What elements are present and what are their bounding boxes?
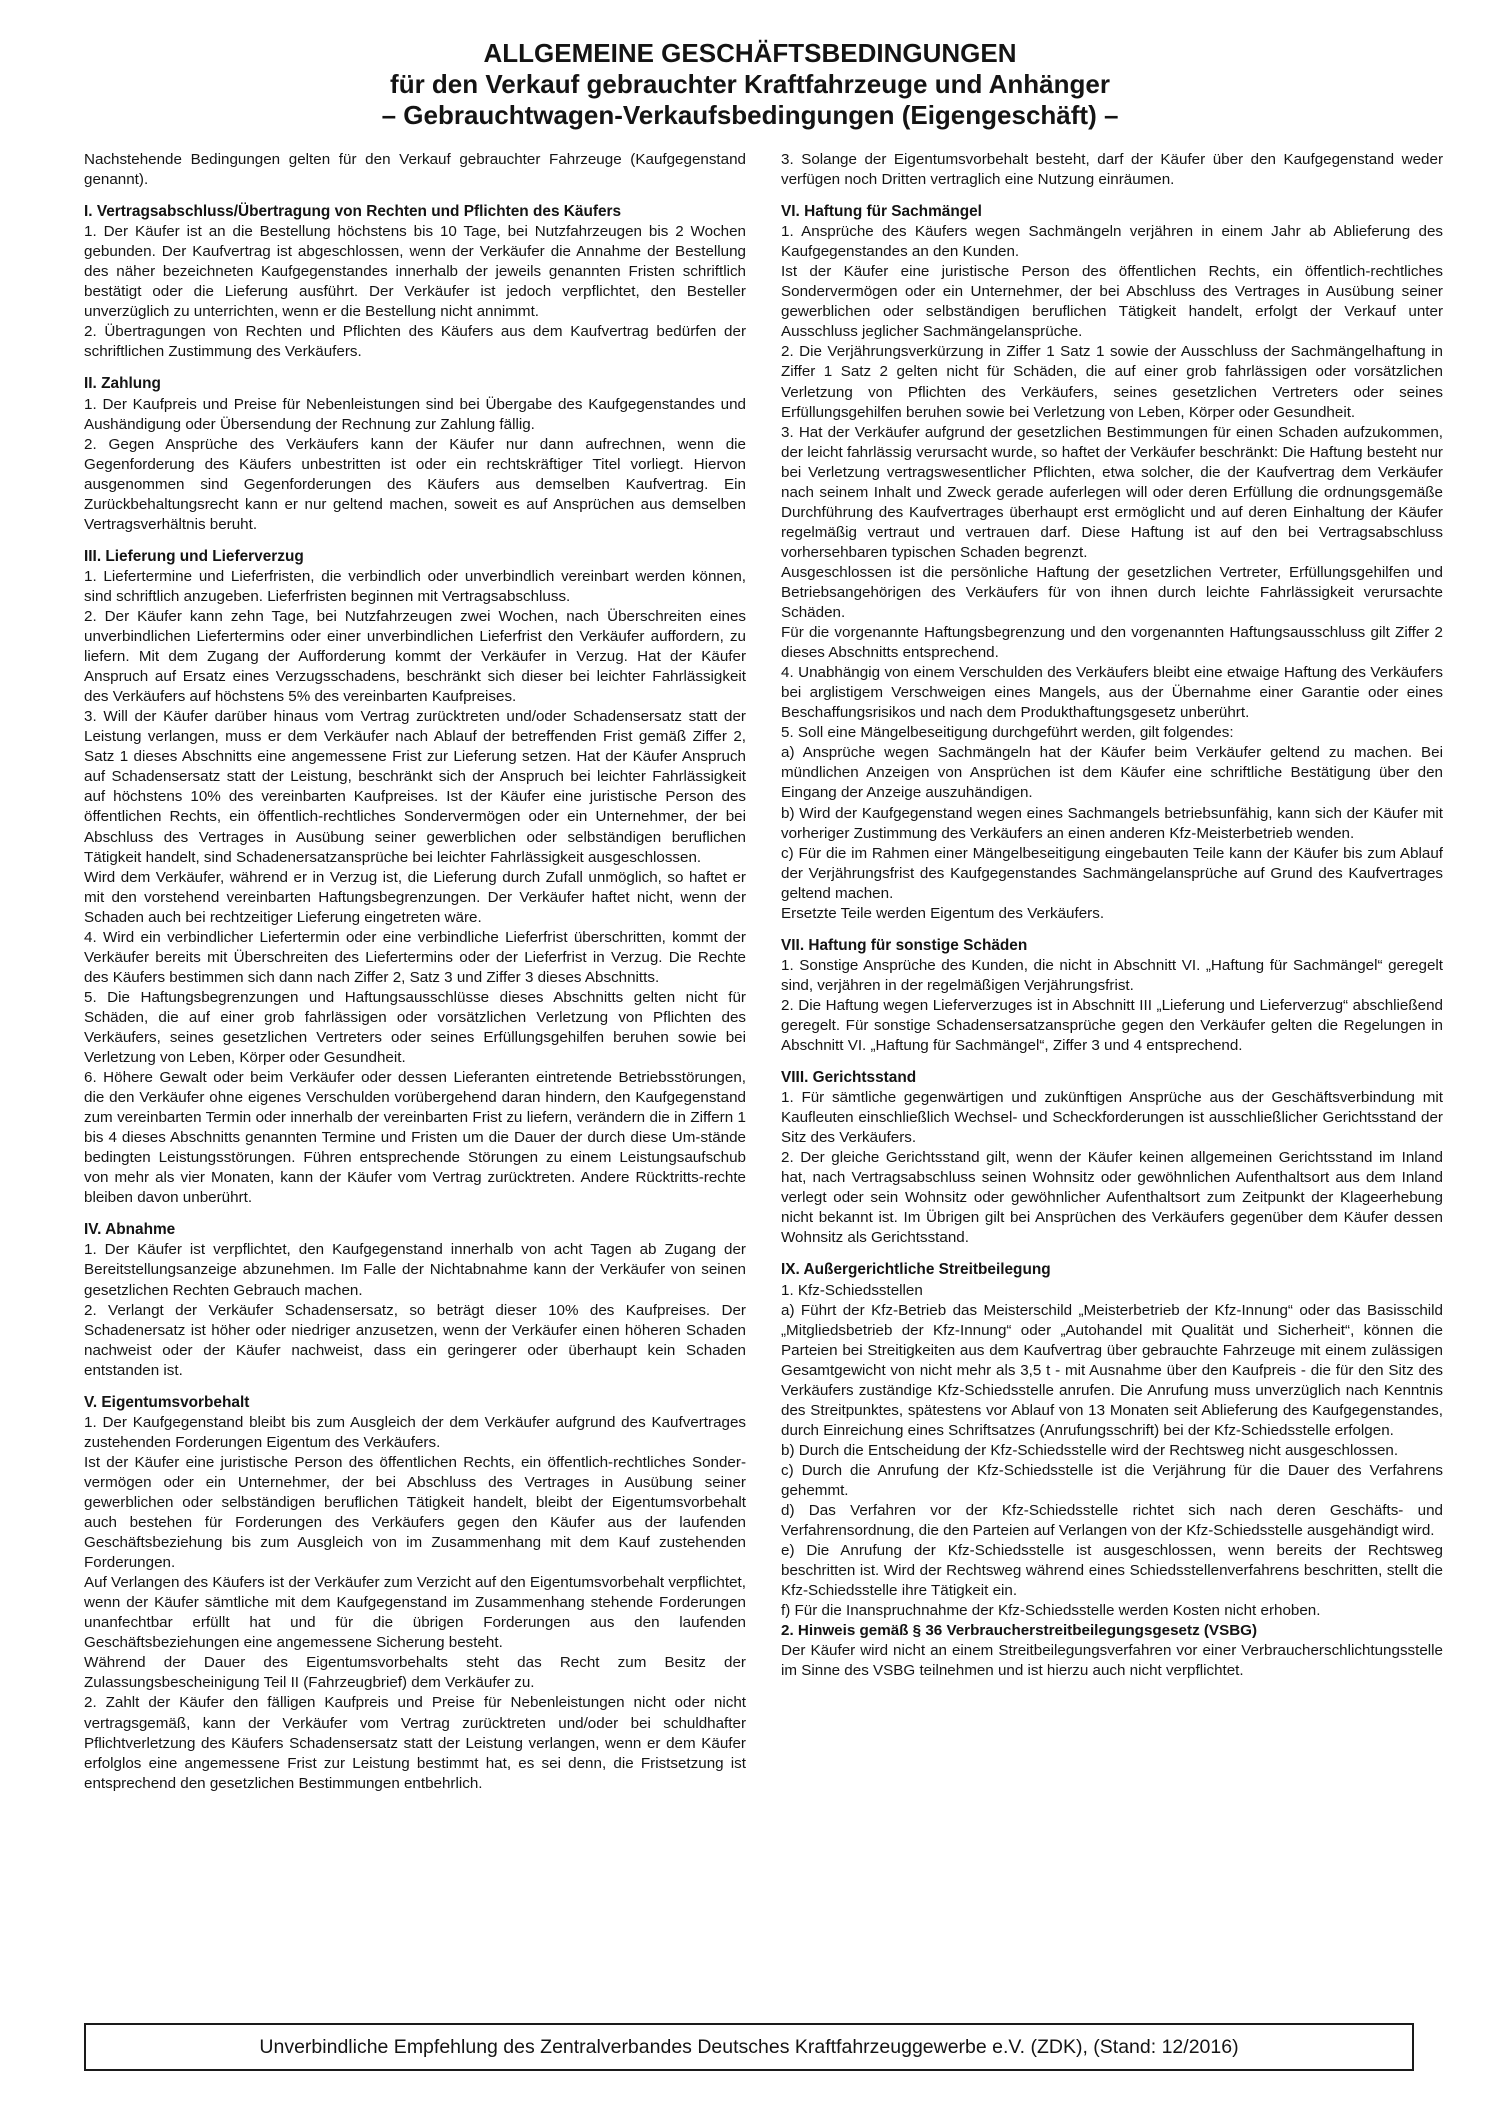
paragraph: Für die vorgenannte Haftungsbegrenzung und den vorgenannten Haftungsausschluss gilt Ziffer 2 dieses Abschnitts entsprechend. — [781, 624, 1443, 662]
section-spacer — [781, 1056, 1443, 1068]
document-title — [0, 38, 1500, 131]
paragraph: 2. Die Haftung wegen Lieferverzuges ist in Abschnitt III „Lieferung und Lieferverzug“ abschließend geregelt. Für sonstige Schadensersatzansprüche gegen den Verkäufer gelten die Regelungen in Abschnitt VI. „Haftung für Sachmängel“, Ziffer 3 und 4 entsprechend. — [781, 996, 1443, 1055]
paragraph: 1. Für sämtliche gegenwärtigen und zukünftigen Ansprüche aus der Geschäftsverbindung mit Kaufleuten einschließlich Wechsel- und Scheckforderungen ist ausschließlicher Gerichtsstand der Sitz des Verkäufers. — [781, 1089, 1443, 1147]
title-line-1: ALLGEMEINE GESCHÄFTSBEDINGUNGEN — [483, 38, 1017, 68]
footer-text: Unverbindliche Empfehlung des Zentralverbandes Deutsches Kraftfahrzeuggewerbe e.V. (ZDK), (Stand: 12/2016) — [259, 2035, 1239, 2058]
paragraph: 1. Der Kaufpreis und Preise für Nebenleistungen sind bei Übergabe des Kaufgegenstandes und Aushändigung oder Übersendung der Rechnung zur Zahlung fällig. — [84, 395, 746, 433]
paragraph: f) Für die Inanspruchnahme der Kfz-Schiedsstelle werden Kosten nicht erhoben. — [781, 1602, 1321, 1620]
paragraph: 2. Der gleiche Gerichtsstand gilt, wenn der Käufer keinen allgemeinen Gerichtsstand im Inland hat, nach Vertragsabschluss seinen Wohnsitz oder gewöhnlichen Aufenthaltsort aus dem Inland verlegt oder sein Wohnsitz oder gewöhnlicher Aufenthaltsort zum Zeitpunkt der Klageerhebung nicht bekannt ist. Im Übrigen gilt bei Ansprüchen des Verkäufers gegenüber dem Käufer dessen Wohnsitz als Gerichtsstand. — [781, 1149, 1443, 1247]
section-spacer — [84, 1381, 746, 1393]
section-heading: I. Vertragsabschluss/Übertragung von Rechten und Pflichten des Käufers — [84, 203, 622, 221]
section-spacer — [84, 1208, 746, 1220]
section-heading: VIII. Gerichtsstand — [781, 1069, 917, 1087]
paragraph: 1. Kfz-Schiedsstellen — [781, 1281, 923, 1299]
paragraph: 1. Der Kaufgegenstand bleibt bis zum Ausgleich der dem Verkäufer aufgrund des Kaufvertrages zustehenden Forderungen Eigentum des Verkäufers. — [84, 1413, 746, 1451]
paragraph: Der Käufer wird nicht an einem Streitbeilegungsverfahren vor einer Verbraucherschlichtungsstelle im Sinne des VSBG teilnehmen und ist hierzu auch nicht verpflichtet. — [781, 1642, 1443, 1680]
paragraph: 4. Wird ein verbindlicher Liefertermin oder eine verbindliche Lieferfrist überschritten, kommt der Verkäufer bereits mit Überschreiten des Liefertermins oder der Lieferfrist in Verzug. Die Rechte des Käufers bestimmen sich dann nach Ziffer 2, Satz 3 und Ziffer 3 dieses Abschnitts. — [84, 928, 746, 986]
section-heading: III. Lieferung und Lieferverzug — [84, 547, 304, 565]
paragraph: 2. Verlangt der Verkäufer Schadensersatz, so beträgt dieser 10% des Kaufpreises. Der Schadenersatz ist höher oder niedriger anzusetzen, wenn der Verkäufer einen höheren Schaden nachweist oder der Käufer nachweist, dass ein geringerer oder überhaupt kein Schaden entstanden ist. — [84, 1301, 746, 1379]
paragraph: Ersetzte Teile werden Eigentum des Verkäufers. — [781, 904, 1105, 922]
paragraph: 1. Der Käufer ist verpflichtet, den Kaufgegenstand innerhalb von acht Tagen ab Zugang der Bereitstellungsanzeige abzunehmen. Im Falle der Nichtabnahme kann der Verkäufer von seinen gesetzlichen Rechten Gebrauch machen. — [84, 1241, 746, 1299]
section-spacer — [84, 190, 746, 202]
paragraph: 3. Hat der Verkäufer aufgrund der gesetzlichen Bestimmungen für einen Schaden aufzukommen, der leicht fahrlässig verursacht wurde, so haftet der Verkäufer beschränkt: Die Haftung besteht nur bei Verletzung vertragswesentlicher Pflichten, etwa solcher, die der Kaufvertrag dem Verkäufer nach seinem Inhalt und Zweck gerade auferlegen will oder deren Erfüllung die ordnungsgemäße Durchführung des Kaufvertrages überhaupt erst ermöglicht und auf deren Einhaltung der Käufer regelmäßig vertraut und vertrauen darf. Diese Haftung ist auf den bei Vertragsabschluss vorhersehbaren typischen Schaden begrenzt. — [781, 423, 1443, 561]
paragraph: 1. Sonstige Ansprüche des Kunden, die nicht in Abschnitt VI. „Haftung für Sachmängel“ geregelt sind, verjähren in der regelmäßigen Verjährungsfrist. — [781, 956, 1443, 994]
section-spacer — [84, 535, 746, 547]
paragraph: 2. Hinweis gemäß § 36 Verbraucherstreitbeilegungsgesetz (VSBG) — [781, 1622, 1258, 1640]
title-line-3: – Gebrauchtwagen-Verkaufsbedingungen (Eigengeschäft) – — [381, 100, 1119, 130]
section-spacer — [781, 924, 1443, 936]
section-spacer — [781, 1248, 1443, 1260]
paragraph: 4. Unabhängig von einem Verschulden des Verkäufers bleibt eine etwaige Haftung des Verkäufers bei arglistigem Verschweigen eines Mangels, aus der Übernahme einer Garantie oder eines Beschaffungsrisikos und nach dem Produkthaftungsgesetz unberührt. — [781, 664, 1443, 722]
section-heading: VI. Haftung für Sachmängel — [781, 203, 982, 221]
paragraph: Ist der Käufer eine juristische Person des öffentlichen Rechts, ein öffentlich-rechtliches Sonder-vermögen oder ein Unternehmer, der bei Abschluss des Vertrages in Ausübung seiner gewerblichen oder selbständigen beruflichen Tätigkeit handelt, bleibt der Eigentumsvorbehalt auch bestehen für Forderungen des Verkäufers gegen den Käufer aus der laufenden Geschäftsbeziehung bis zum Ausgleich von im Zusammenhang mit dem Kauf zustehenden Forderungen. — [84, 1453, 746, 1572]
section-spacer — [781, 190, 1443, 202]
paragraph: 2. Zahlt der Käufer den fälligen Kaufpreis und Preise für Nebenleistungen nicht oder nicht vertragsgemäß, kann der Verkäufer vom Vertrag zurücktreten und/oder bei schuldhafter Pflichtverletzung des Käufers Schadensersatz statt der Leistung verlangen, wenn er dem Käufer erfolglos eine angemessene Frist zur Leistung bestimmt hat, es sei denn, die Fristsetzung ist entsprechend den gesetzlichen Bestimmungen entbehrlich. — [84, 1694, 746, 1792]
paragraph: Während der Dauer des Eigentumsvorbehalts steht das Recht zum Besitz der Zulassungsbescheinigung Teil II (Fahrzeugbrief) dem Verkäufer zu. — [84, 1654, 746, 1692]
paragraph: c) Durch die Anrufung der Kfz-Schiedsstelle ist die Verjährung für die Dauer des Verfahrens gehemmt. — [781, 1461, 1443, 1499]
paragraph: 1. Ansprüche des Käufers wegen Sachmängeln verjähren in einem Jahr ab Ablieferung des Kaufgegenstandes an den Kunden. — [781, 223, 1443, 261]
paragraph: Ist der Käufer eine juristische Person des öffentlichen Rechts, ein öffentlich-rechtliches Sondervermögen oder ein Unternehmer, der bei Abschluss des Vertrages in Ausübung seiner gewerblichen oder selbständigen beruflichen Tätigkeit handelt, erfolgt der Verkauf unter Ausschluss jeglicher Sachmängelansprüche. — [781, 263, 1443, 341]
section-heading: II. Zahlung — [84, 375, 161, 393]
left-column — [84, 150, 746, 1794]
title-line-2: für den Verkauf gebrauchter Kraftfahrzeuge und Anhänger — [390, 69, 1110, 99]
paragraph: b) Wird der Kaufgegenstand wegen eines Sachmangels betriebsunfähig, kann sich der Käufer mit vorheriger Zustimmung des Verkäufers an einen anderen Kfz-Meisterbetrieb wenden. — [781, 804, 1443, 842]
section-heading: VII. Haftung für sonstige Schäden — [781, 936, 1028, 954]
paragraph: e) Die Anrufung der Kfz-Schiedsstelle ist ausgeschlossen, wenn bereits der Rechtsweg beschritten ist. Wird der Rechtsweg während eines Schiedsstellenverfahrens beschritten, stellt die Kfz-Schiedsstelle ihre Tätigkeit ein. — [781, 1542, 1443, 1600]
paragraph: c) Für die im Rahmen einer Mängelbeseitigung eingebauten Teile kann der Käufer bis zum Ablauf der Verjährungsfrist des Kaufgegenstandes Sachmängelansprüche auf Grund des Kaufvertrages geltend machen. — [781, 844, 1443, 902]
paragraph: a) Ansprüche wegen Sachmängeln hat der Käufer beim Verkäufer geltend zu machen. Bei mündlichen Anzeigen von Ansprüchen ist dem Käufer eine schriftliche Bestätigung über den Eingang der Anzeige auszuhändigen. — [781, 744, 1443, 802]
paragraph: 2. Übertragungen von Rechten und Pflichten des Käufers aus dem Kaufvertrag bedürfen der schriftlichen Zustimmung des Verkäufers. — [84, 323, 746, 361]
paragraph: b) Durch die Entscheidung der Kfz-Schiedsstelle wird der Rechtsweg nicht ausgeschlossen. — [781, 1441, 1399, 1459]
paragraph: Ausgeschlossen ist die persönliche Haftung der gesetzlichen Vertreter, Erfüllungsgehilfen und Betriebsangehörigen des Verkäufers für von ihnen durch leichte Fahrlässigkeit verursachte Schäden. — [781, 563, 1443, 622]
paragraph: 3. Solange der Eigentumsvorbehalt besteht, darf der Käufer über den Kaufgegenstand weder verfügen noch Dritten vertraglich eine Nutzung einräumen. — [781, 151, 1443, 189]
paragraph: 1. Liefertermine und Lieferfristen, die verbindlich oder unverbindlich vereinbart werden können, sind schriftlich anzugeben. Lieferfristen beginnen mit Vertragsabschluss. — [84, 567, 746, 605]
right-column — [781, 150, 1443, 1681]
paragraph: Auf Verlangen des Käufers ist der Verkäufer zum Verzicht auf den Eigentumsvorbehalt verpflichtet, wenn der Käufer sämtliche mit dem Kaufgegenstand im Zusammenhang stehende Forderungen unanfechtbar erfüllt hat und für die übrigen Forderungen aus den laufenden Geschäftsbeziehungen eine angemessene Sicherung besteht. — [84, 1574, 746, 1652]
footer-box — [84, 2023, 1414, 2071]
section-spacer — [84, 362, 746, 374]
paragraph: Wird dem Verkäufer, während er in Verzug ist, die Lieferung durch Zufall unmöglich, so haftet er mit den vorstehend vereinbarten Haftungsbegrenzungen. Der Verkäufer haftet nicht, wenn der Schaden auch bei rechtzeitiger Lieferung eingetreten wäre. — [84, 868, 746, 926]
section-heading: IX. Außergerichtliche Streitbeilegung — [781, 1261, 1051, 1279]
paragraph: 5. Soll eine Mängelbeseitigung durchgeführt werden, gilt folgendes: — [781, 724, 1234, 742]
section-heading: IV. Abnahme — [84, 1221, 176, 1239]
paragraph: 1. Der Käufer ist an die Bestellung höchstens bis 10 Tage, bei Nutzfahrzeugen bis 2 Wochen gebunden. Der Kaufvertrag ist abgeschlossen, wenn der Verkäufer die Annahme der Bestellung des näher bezeichneten Kaufgegenstandes innerhalb der jeweils genannten Fristen schriftlich bestätigt oder die Lieferung ausführt. Der Verkäufer ist jedoch verpflichtet, den Besteller unverzüglich zu unterrichten, wenn er die Bestellung nicht annimmt. — [84, 223, 746, 321]
paragraph: Nachstehende Bedingungen gelten für den Verkauf gebrauchter Fahrzeuge (Kaufgegenstand genannt). — [84, 151, 746, 189]
section-heading: V. Eigentumsvorbehalt — [84, 1393, 250, 1411]
paragraph: d) Das Verfahren vor der Kfz-Schiedsstelle richtet sich nach deren Geschäfts- und Verfahrensordnung, die den Parteien auf Verlangen von der Kfz-Schiedsstelle ausgehändigt wird. — [781, 1502, 1443, 1540]
paragraph: 2. Gegen Ansprüche des Verkäufers kann der Käufer nur dann aufrechnen, wenn die Gegenforderung des Käufers unbestritten ist oder ein rechtskräftiger Titel vorliegt. Hiervon ausgenommen sind Gegenforderungen des Käufers aus demselben Kaufvertrag. Ein Zurückbehaltungsrecht kann er nur geltend machen, soweit es auf Ansprüchen aus demselben Vertragsverhältnis beruht. — [84, 435, 746, 533]
paragraph: 2. Die Verjährungsverkürzung in Ziffer 1 Satz 1 sowie der Ausschluss der Sachmängelhaftung in Ziffer 1 Satz 2 gelten nicht für Schäden, die auf einer grob fahrlässigen oder vorsätzlichen Verletzung von Pflichten des Verkäufers, seines gesetzlichen Vertreters oder seines Erfüllungsgehilfen beruhen sowie bei Verletzung von Leben, Körper oder Gesundheit. — [781, 343, 1443, 421]
paragraph: 5. Die Haftungsbegrenzungen und Haftungsausschlüsse dieses Abschnitts gelten nicht für Schäden, die auf einer grob fahrlässigen oder vorsätzlichen Verletzung von Pflichten des Verkäufers, seines gesetzlichen Vertreters oder seines Erfüllungsgehilfen beruhen sowie bei Verletzung von Leben, Körper oder Gesundheit. — [84, 988, 746, 1067]
paragraph: 3. Will der Käufer darüber hinaus vom Vertrag zurücktreten und/oder Schadensersatz statt der Leistung verlangen, muss er dem Verkäufer nach Ablauf der betreffenden Frist gemäß Ziffer 2, Satz 1 dieses Abschnitts eine angemessene Frist zur Lieferung setzen. Hat der Käufer Anspruch auf Schadensersatz statt der Leistung, beschränkt sich der Anspruch bei leichter Fahrlässigkeit auf höchstens 10% des vereinbarten Kaufpreises. Ist der Käufer eine juristische Person des öffentlichen Rechts, ein öffentlich-rechtliches Sondervermögen oder ein Unternehmer, der bei Abschluss des Vertrages in Ausübung seiner gewerblichen oder selbständigen beruflichen Tätigkeit handelt, sind Schadenersatzansprüche bei leichter Fahrlässigkeit ausgeschlossen. — [84, 708, 746, 866]
paragraph: 6. Höhere Gewalt oder beim Verkäufer oder dessen Lieferanten eintretende Betriebsstörungen, die den Verkäufer ohne eigenes Verschulden vorübergehend daran hindern, den Kaufgegenstand zum vereinbarten Termin oder innerhalb der vereinbarten Frist zu liefern, verändern die in Ziffern 1 bis 4 dieses Abschnitts genannten Termine und Fristen um die Dauer der durch diese Um-stände bedingten Leistungsstörungen. Führen entsprechende Störungen zu einem Leistungsaufschub von mehr als vier Monaten, kann der Käufer vom Vertrag zurücktreten. Andere Rücktritts-rechte bleiben davon unberührt. — [84, 1069, 746, 1207]
paragraph: a) Führt der Kfz-Betrieb das Meisterschild „Meisterbetrieb der Kfz-Innung“ oder das Basisschild „Mitgliedsbetrieb der Kfz-Innung“ oder „Autohandel mit Qualität und Sicherheit“, können die Parteien bei Streitigkeiten aus dem Kaufvertrag über gebrauchte Fahrzeuge mit einem zulässigen Gesamtgewicht von nicht mehr als 3,5 t - mit Ausnahme über den Kaufpreis - die für den Sitz des Verkäufers zuständige Kfz-Schiedsstelle anrufen. Die Anrufung muss unverzüglich nach Kenntnis des Streitpunktes, spätestens vor Ablauf von 13 Monaten seit Ablieferung des Kaufgegenstandes, durch Einreichung eines Schriftsatzes (Anrufungsschrift) bei der Kfz-Schiedsstelle erfolgen. — [781, 1301, 1443, 1439]
paragraph: 2. Der Käufer kann zehn Tage, bei Nutzfahrzeugen zwei Wochen, nach Überschreiten eines unverbindlichen Liefertermins oder einer unverbindlichen Lieferfrist den Verkäufer auffordern, zu liefern. Mit dem Zugang der Aufforderung kommt der Verkäufer in Verzug. Hat der Käufer Anspruch auf Ersatz eines Verzugsschadens, beschränkt sich dieser bei leichter Fahrlässigkeit des Verkäufers auf höchstens 5% des vereinbarten Kaufpreises. — [84, 607, 746, 706]
